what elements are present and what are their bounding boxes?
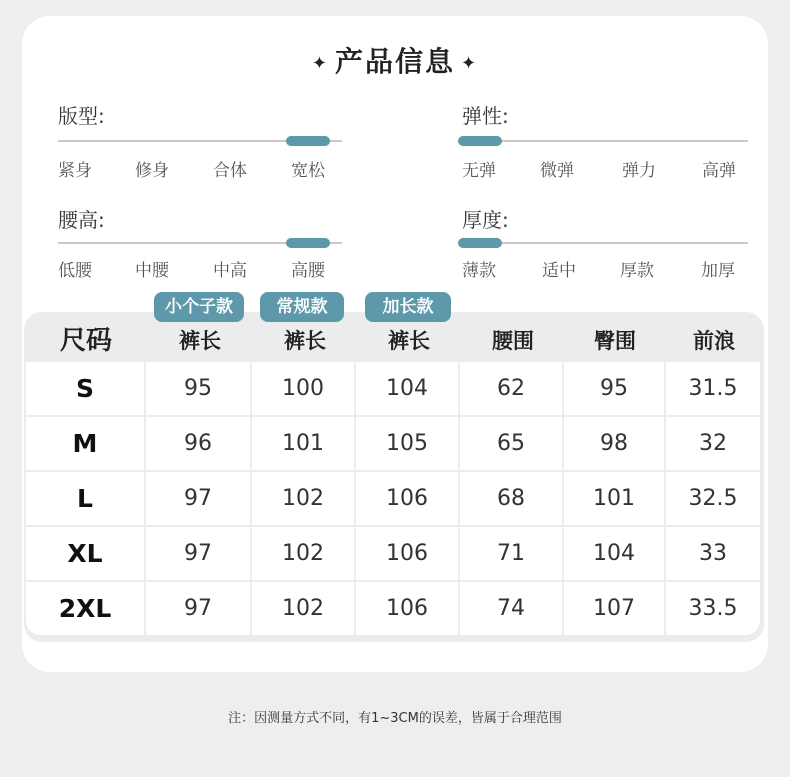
thickness-option: 厚款 <box>620 261 654 281</box>
fit-label: 版型: <box>58 104 105 128</box>
thickness-option: 薄款 <box>462 261 496 281</box>
table-cell-length-regular: 100 <box>252 362 354 415</box>
table-cell-front-rise: 33.5 <box>666 582 760 635</box>
table-cell-waist: 65 <box>460 417 562 470</box>
table-cell-size: L <box>26 472 144 525</box>
rise-scale-indicator <box>286 238 330 248</box>
table-header-hip: 臀围 <box>594 329 636 353</box>
table-cell-length-regular: 102 <box>252 527 354 580</box>
fit-option: 紧身 <box>58 161 92 181</box>
rise-option: 高腰 <box>291 261 325 281</box>
table-cell-size: XL <box>26 527 144 580</box>
section-title-text: 产品信息 <box>334 45 455 78</box>
table-cell-length-regular: 102 <box>252 582 354 635</box>
rise-label: 腰高: <box>58 208 105 232</box>
tag-tall: 加长款 <box>365 292 451 322</box>
table-header-front-rise: 前浪 <box>693 329 735 353</box>
table-cell-length-tall: 106 <box>356 582 458 635</box>
rise-option: 低腰 <box>58 261 92 281</box>
table-cell-length-petite: 96 <box>146 417 250 470</box>
table-header-size: 尺码 <box>59 326 112 356</box>
table-cell-front-rise: 32 <box>666 417 760 470</box>
table-cell-waist: 68 <box>460 472 562 525</box>
table-cell-length-tall: 106 <box>356 527 458 580</box>
table-cell-front-rise: 32.5 <box>666 472 760 525</box>
rise-option: 中高 <box>213 261 247 281</box>
measurement-note: 注：因测量方式不同，有1~3CM的误差，皆属于合理范围 <box>228 711 562 726</box>
stretch-option: 高弹 <box>702 161 736 181</box>
tag-petite: 小个子款 <box>154 292 244 322</box>
stretch-scale-indicator <box>458 136 502 146</box>
stretch-option: 微弹 <box>540 161 574 181</box>
section-title <box>0 40 790 80</box>
stretch-scale-line <box>460 140 748 142</box>
thickness-option: 适中 <box>542 261 576 281</box>
table-header-length-regular: 裤长 <box>284 329 326 353</box>
stretch-label: 弹性: <box>462 104 509 128</box>
stretch-option: 弹力 <box>622 161 656 181</box>
table-cell-waist: 71 <box>460 527 562 580</box>
table-cell-size: S <box>26 362 144 415</box>
tag-regular: 常规款 <box>260 292 344 322</box>
table-cell-hip: 95 <box>564 362 664 415</box>
table-cell-front-rise: 31.5 <box>666 362 760 415</box>
fit-option: 合体 <box>213 161 247 181</box>
table-cell-waist: 62 <box>460 362 562 415</box>
table-cell-hip: 98 <box>564 417 664 470</box>
table-cell-length-petite: 97 <box>146 582 250 635</box>
fit-option: 宽松 <box>291 161 325 181</box>
table-cell-length-regular: 101 <box>252 417 354 470</box>
star-left-icon: ✦ <box>311 52 329 74</box>
thickness-option: 加厚 <box>701 261 735 281</box>
rise-option: 中腰 <box>135 261 169 281</box>
table-cell-size: 2XL <box>26 582 144 635</box>
table-cell-hip: 107 <box>564 582 664 635</box>
table-header-length-petite: 裤长 <box>179 329 221 353</box>
table-cell-hip: 101 <box>564 472 664 525</box>
table-header-length-tall: 裤长 <box>388 329 430 353</box>
table-cell-size: M <box>26 417 144 470</box>
fit-option: 修身 <box>135 161 169 181</box>
table-cell-front-rise: 33 <box>666 527 760 580</box>
fit-scale-indicator <box>286 136 330 146</box>
star-right-icon: ✦ <box>461 52 479 74</box>
table-cell-length-tall: 106 <box>356 472 458 525</box>
table-cell-length-tall: 105 <box>356 417 458 470</box>
table-cell-length-petite: 97 <box>146 472 250 525</box>
table-header-waist: 腰围 <box>492 329 534 353</box>
thickness-label: 厚度: <box>462 208 509 232</box>
table-cell-length-regular: 102 <box>252 472 354 525</box>
thickness-scale-line <box>460 242 748 244</box>
table-cell-length-petite: 95 <box>146 362 250 415</box>
table-cell-length-petite: 97 <box>146 527 250 580</box>
stretch-option: 无弹 <box>462 161 496 181</box>
table-cell-hip: 104 <box>564 527 664 580</box>
table-cell-length-tall: 104 <box>356 362 458 415</box>
table-cell-waist: 74 <box>460 582 562 635</box>
thickness-scale-indicator <box>458 238 502 248</box>
